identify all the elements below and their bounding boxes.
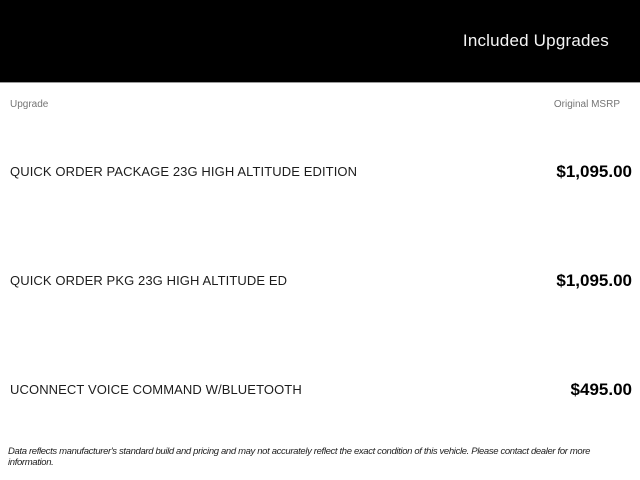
table-row [0,335,640,444]
column-header-original-msrp: Original MSRP [553,98,620,110]
disclaimer-text: Data reflects manufacturer's standard build and pricing and may not accurately reflect the exact condition of this vehicle. Please contact dealer for more information. [8,446,591,469]
upgrade-price: $495.00 [570,379,632,399]
upgrade-name: UCONNECT VOICE COMMAND W/BLUETOOTH [10,382,302,397]
upgrade-price: $1,095.00 [556,270,632,290]
page-title: Included Upgrades [462,31,609,50]
column-header-upgrade: Upgrade [10,98,49,110]
upgrade-name: QUICK ORDER PACKAGE 23G HIGH ALTITUDE EDITION [10,164,358,179]
included-upgrades-header-bar [0,0,640,83]
table-row [0,117,640,226]
upgrade-name: QUICK ORDER PKG 23G HIGH ALTITUDE ED [10,273,288,288]
table-column-header-row [0,83,640,117]
upgrade-price: $1,095.00 [556,161,632,181]
table-row [0,226,640,335]
